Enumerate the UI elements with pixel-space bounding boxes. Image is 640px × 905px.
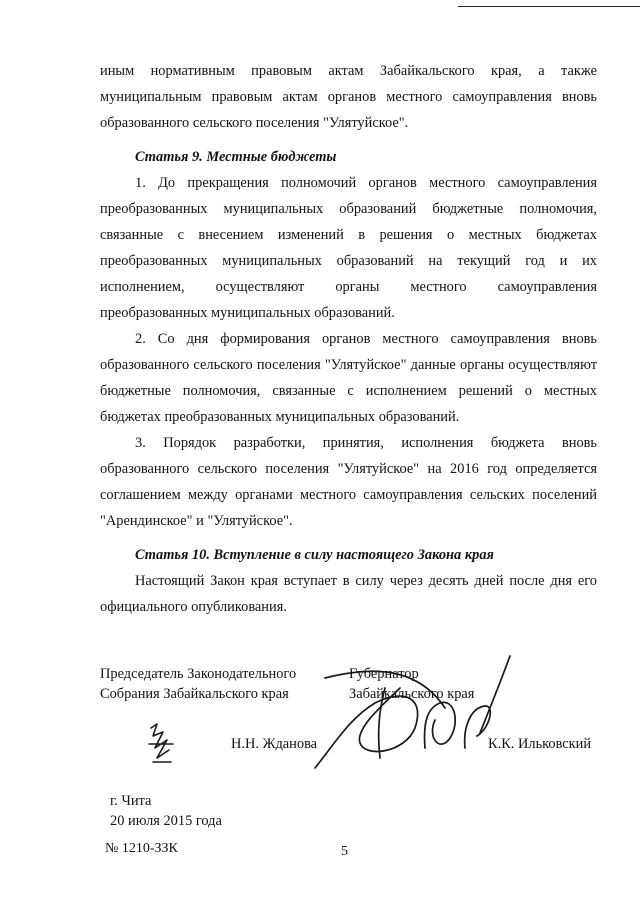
article-9-title: Статья 9. Местные бюджеты (135, 149, 337, 165)
left-title-line-2: Собрания Забайкальского края (100, 686, 289, 702)
article-9-paragraph-2: 2. Со дня формирования органов местного самоуправления вновь образованного сельского поселения "Улятуйское" данные органы осуществляют бюджетные полномочия, связанные с исполнением решений о местных бюджетах преобразованных муниципальных образований. (100, 331, 597, 425)
left-signature-icon (143, 722, 179, 770)
article-9-paragraph-1: 1. До прекращения полномочий органов местного самоуправления преобразованных муниципальных образований бюджетные полномочия, связанные с внесением изменений в решения о местных бюджетах преобразованных муниципальных образований на текущий год и их исполнением, осуществляют органы местного самоуправления преобразованных муниципальных образований. (100, 175, 597, 321)
left-signatory-title (100, 664, 296, 704)
article-10-paragraph: Настоящий Закон края вступает в силу через десять дней после дня его официального опубликования. (100, 573, 597, 615)
signing-date: 20 июля 2015 года (110, 813, 222, 829)
page-number: 5 (341, 844, 348, 859)
document-body (100, 58, 597, 620)
right-signatory-name: К.К. Ильковский (488, 736, 592, 752)
document-number: № 1210-ЗЗК (105, 841, 178, 856)
right-title-line-2: Забайкальского края (349, 686, 475, 702)
top-rule (458, 6, 640, 7)
left-title-line-1: Председатель Законодательного (100, 666, 297, 682)
article-9-paragraph-3: 3. Порядок разработки, принятия, исполнения бюджета вновь образованного сельского поселения "Улятуйское" на 2016 год определяется соглашением между органами местного самоуправления сельских поселений "Арендинское" и "Улятуйское". (100, 435, 597, 529)
article-10-title: Статья 10. Вступление в силу настоящего Закона края (135, 547, 494, 563)
right-signature-icon (305, 648, 525, 783)
right-title-line-1: Губернатор (349, 666, 419, 682)
paragraph-intro: иным нормативным правовым актам Забайкальского края, а также муниципальным правовым актам органов местного самоуправления вновь образованного сельского поселения "Улятуйское". (100, 63, 597, 131)
city: г. Чита (110, 793, 152, 809)
left-signatory-name: Н.Н. Жданова (231, 736, 318, 752)
